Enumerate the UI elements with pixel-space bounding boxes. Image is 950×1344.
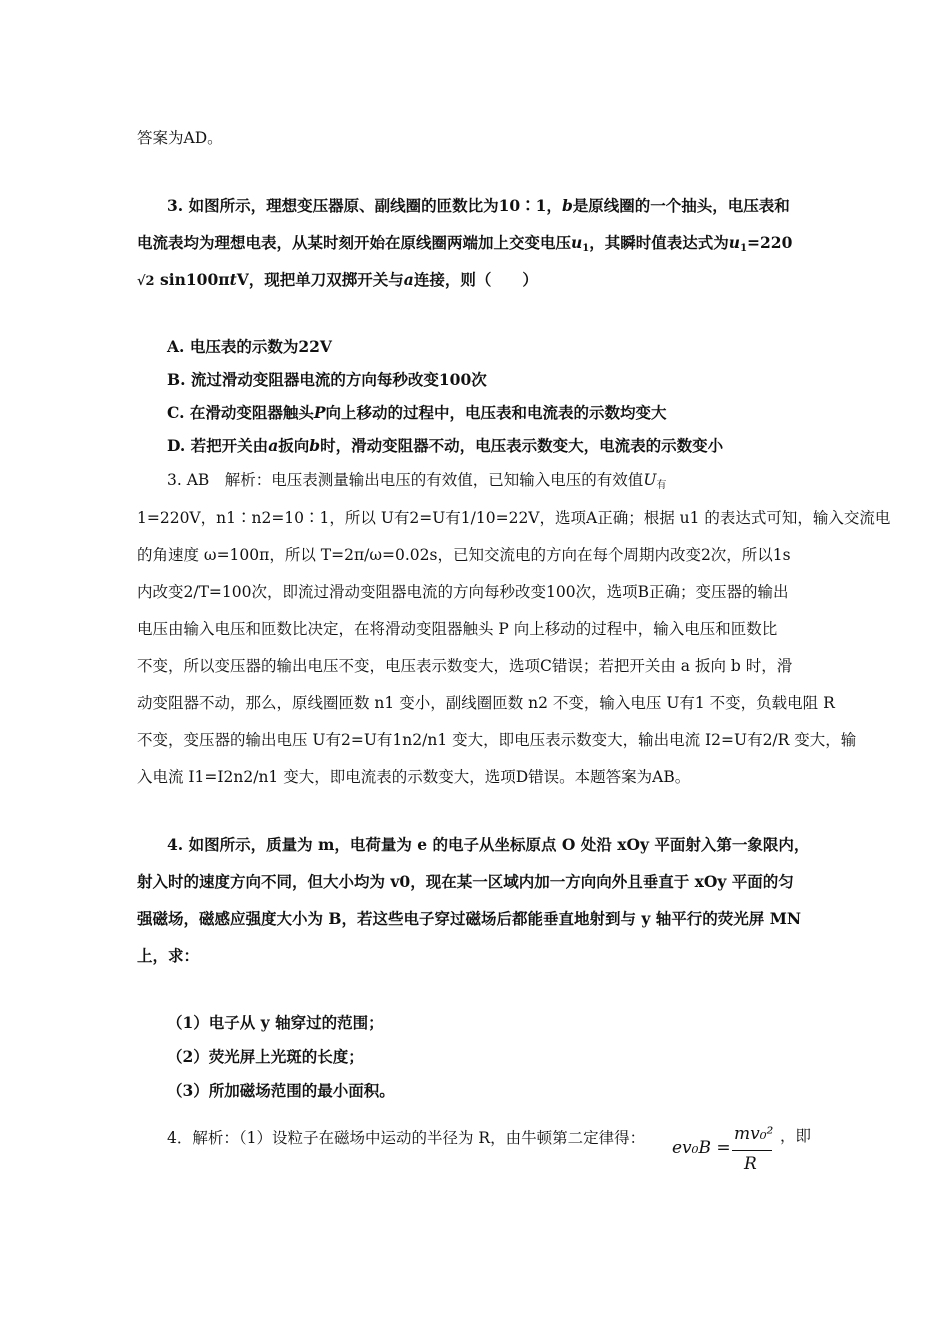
text: 扳向 [278,436,310,455]
text: 向上移动的过程中，电压表和电流表的示数均变大 [325,403,667,422]
solution3-line-3: 的角速度 ω=100π，所以 T=2π/ω=0.02s，已知交流电的方向在每个周期内改变2次，所以1s [137,546,791,564]
var: a [268,436,279,455]
var: b [561,196,573,215]
text: 电流表均为理想电表，从某时刻开始在原线圈两端加上交变电压 [137,233,572,252]
var: U [643,471,657,489]
text: ，其瞬时值表达式为 [589,233,729,252]
q4-line-2: 射入时的速度方向不同，但大小均为 v0，现在某一区域内加一方向向外且垂直于 xOy 平面的匀 [137,872,794,891]
q4-part-1: （1）电子从 y 轴穿过的范围； [167,1013,384,1032]
text: C. 在滑动变阻器触头 [167,403,314,422]
equation-denominator: R [744,1154,757,1174]
q4-part-2: （2）荧光屏上光斑的长度； [167,1047,364,1066]
equation-tail: ，即 [780,1127,812,1145]
q4-line-3: 强磁场，磁感应强度大小为 B，若这些电子穿过磁场后都能垂直地射到与 y 轴平行的荧光屏 MN [137,909,802,928]
sub: 有 [656,480,667,491]
solution4-line-1: 4．解析：（1）设粒子在磁场中运动的半径为 R，由牛顿第二定律得： [167,1129,646,1147]
solution3-line-9: 入电流 I1=I2n2/n1 变大，即电流表的示数变大，选项D错误。本题答案为AB。 [137,768,691,786]
q3-line-1 [167,196,790,216]
solution3-line-8: 不变，变压器的输出电压 U有2=U有1n2/n1 变大，即电压表示数变大，输出电流 I2=U有2/R 变大，输 [137,731,857,749]
q4-line-1: 4. 如图所示，质量为 m，电荷量为 e 的电子从坐标原点 O 处沿 xOy 平面射入第一象限内， [167,835,810,854]
solution3-line-2: 1=220V，n1∶n2=10∶1，所以 U有2=U有1/10=22V，选项A正确；根据 u1 的表达式可知，输入交流电 [137,509,891,527]
text: 3. AB 解析：电压表测量输出电压的有效值，已知输入电压的有效值 [167,471,644,489]
option-b: B. 流过滑动变阻器电流的方向每秒改变100次 [167,370,487,389]
text: V，现把单刀双掷开关与 [236,270,404,289]
var: P [313,403,326,422]
equation-lhs: ev₀B = [672,1138,731,1158]
var: t [229,270,237,289]
solution3-line-1 [167,470,666,496]
text: 时，滑动变阻器不动，电压表示数变大，电流表的示数变小 [320,436,724,455]
text: D. 若把开关由 [167,436,269,455]
var: u [571,233,583,252]
text: =220 [747,233,793,252]
text: 3. 如图所示，理想变压器原、副线圈的匝数比为10∶1， [167,196,562,215]
option-d [167,436,723,456]
solution3-line-4: 内改变2/T=100次，即流过滑动变阻器电流的方向每秒改变100次，选项B正确；变压器的输出 [137,583,789,601]
answer-line: 答案为AD。 [137,129,223,147]
sqrt-2: √2 [137,274,155,289]
q4-part-3: （3）所加磁场范围的最小面积。 [167,1081,395,1100]
sub: 1 [582,243,590,254]
option-c [167,403,667,423]
solution3-line-6: 不变，所以变压器的输出电压不变，电压表示数变大，选项C错误；若把开关由 a 扳向 b 时，滑 [137,657,793,675]
fraction-bar [732,1150,772,1151]
text: 连接，则（ ） [413,270,538,289]
solution3-line-5: 电压由输入电压和匝数比决定，在将滑动变阻器触头 P 向上移动的过程中，输入电压和匝数比 [137,620,778,638]
var: b [309,436,321,455]
text: 是原线圈的一个抽头，电压表和 [572,196,790,215]
option-a: A. 电压表的示数为22V [167,337,332,356]
q4-line-4: 上，求： [137,946,200,965]
var: a [403,270,414,289]
equation-numerator: mv₀² [734,1124,774,1144]
solution3-line-7: 动变阻器不动，那么，原线圈匝数 n1 变小，副线圈匝数 n2 不变，输入电压 U有1 不变，负载电阻 R [137,694,835,712]
text: sin100π [160,270,230,289]
q3-line-2: 电流表均为理想电表，从某时刻开始在原线圈两端加上交变电压$u_1$，其瞬时值表达式为$u_1=220$ [137,233,793,254]
q3-line-3 [137,270,538,292]
